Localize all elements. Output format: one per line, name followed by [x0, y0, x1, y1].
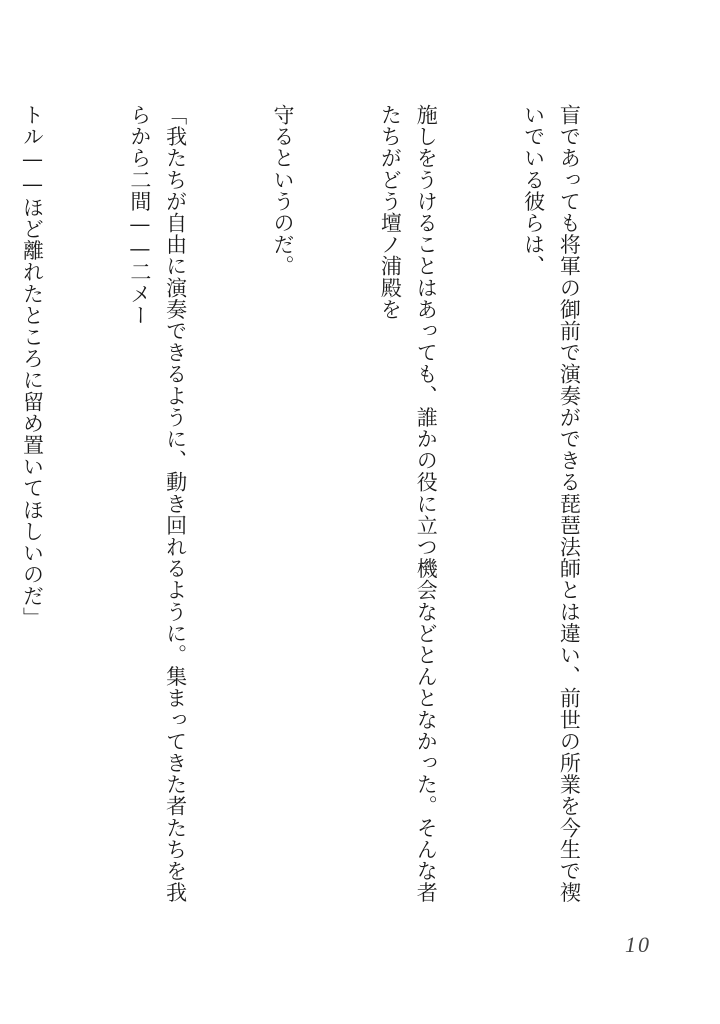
text-line: 施しをうけることはあっても、誰かの役に立つ機会などとんとなかった。そんな者たちがどう壇ノ浦殿を — [378, 104, 439, 904]
page-number: 10 — [625, 932, 651, 957]
vertical-text-body — [20, 104, 658, 924]
text-line: 盲であっても将軍の御前で演奏ができる琵琶法師とは違い、前世の所業を今生で禊いでいる彼らは、 — [521, 104, 582, 904]
text-line: トル——ほど離れたところに留め置いてほしいのだ」 — [20, 104, 45, 629]
text-line: 「我たちが自由に演奏できるように、動き回れるように。集まってきた者たちを我らから二間——二メー — [127, 104, 188, 904]
text-line: 守るというのだ。 — [271, 104, 296, 277]
